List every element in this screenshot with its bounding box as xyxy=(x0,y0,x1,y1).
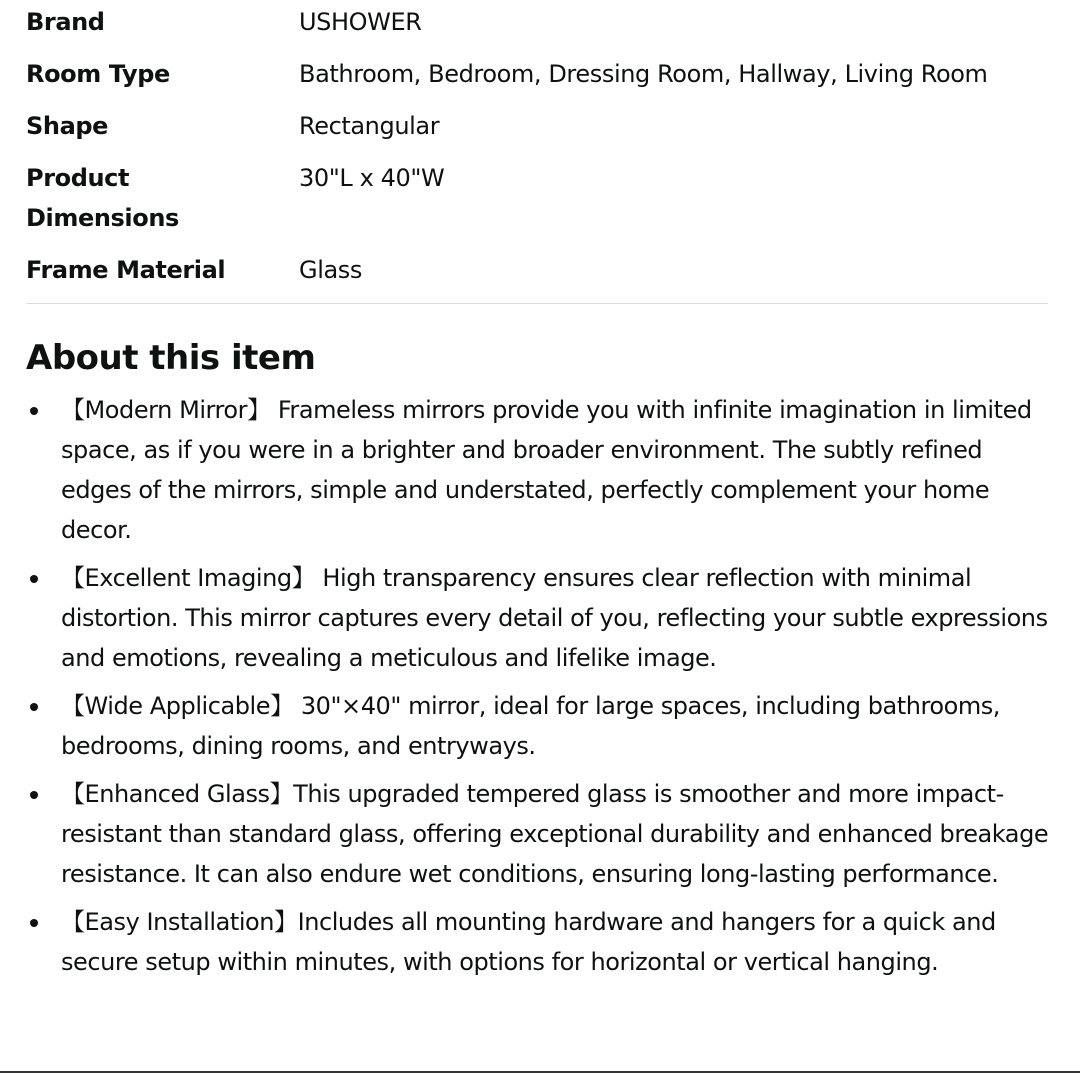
spec-label-room-type: Room Type xyxy=(26,60,170,88)
about-bullet-easy-installation xyxy=(0,902,1080,982)
bullet-dot-icon xyxy=(30,407,38,415)
spec-row-shape xyxy=(26,106,1046,146)
spec-label-brand: Brand xyxy=(26,8,105,36)
spec-label-shape: Shape xyxy=(26,112,109,140)
spec-row-brand xyxy=(26,2,1046,42)
spec-row-frame-material xyxy=(26,250,1046,290)
about-bullet-text: 【Wide Applicable】 30"×40" mirror, ideal for large spaces, including bathrooms, bedrooms, dining rooms, and entryways. xyxy=(61,692,1000,760)
bullet-dot-icon xyxy=(30,575,38,583)
spec-value-brand: USHOWER xyxy=(299,8,422,36)
about-bullet-wide-applicable xyxy=(0,686,1080,766)
about-bullet-text: 【Enhanced Glass】This upgraded tempered glass is smoother and more impact-resistant than standard glass, offering exceptional durability and enhanced breakage resistance. It can also endure wet conditions, ensuring long-lasting performance. xyxy=(61,780,1049,888)
about-bullet-text: 【Excellent Imaging】 High transparency ensures clear reflection with minimal distortion. This mirror captures every detail of you, reflecting your subtle expressions and emotions, revealing a meticulous and lifelike image. xyxy=(61,564,1048,672)
bullet-dot-icon xyxy=(30,919,38,927)
about-bullet-text: 【Easy Installation】Includes all mounting hardware and hangers for a quick and secure setup within minutes, with options for horizontal or vertical hanging. xyxy=(61,908,996,976)
about-bullet-list xyxy=(0,390,1080,990)
section-divider xyxy=(26,303,1048,304)
spec-value-room-type: Bathroom, Bedroom, Dressing Room, Hallway, Living Room xyxy=(299,60,988,88)
about-bullet-excellent-imaging xyxy=(0,558,1080,678)
spec-label-frame-material: Frame Material xyxy=(26,256,226,284)
about-bullet-enhanced-glass xyxy=(0,774,1080,894)
spec-label-product-dimensions-line2: Dimensions xyxy=(26,204,179,232)
spec-value-shape: Rectangular xyxy=(299,112,440,140)
spec-value-product-dimensions: 30"L x 40"W xyxy=(299,164,445,192)
bullet-dot-icon xyxy=(30,791,38,799)
about-section-title: About this item xyxy=(26,338,316,378)
about-bullet-modern-mirror xyxy=(0,390,1080,550)
spec-value-frame-material: Glass xyxy=(299,256,362,284)
bullet-dot-icon xyxy=(30,703,38,711)
spec-row-room-type xyxy=(26,54,1046,94)
spec-label-product-dimensions xyxy=(26,158,299,238)
about-bullet-text: 【Modern Mirror】 Frameless mirrors provide you with infinite imagination in limited space, as if you were in a brighter and broader environment. The subtly refined edges of the mirrors, simple and understated, perfectly complement your home decor. xyxy=(61,396,1032,544)
spec-label-product-dimensions-line1: Product xyxy=(26,164,130,192)
spec-row-product-dimensions xyxy=(26,158,1046,238)
product-specs-table xyxy=(26,0,1046,290)
